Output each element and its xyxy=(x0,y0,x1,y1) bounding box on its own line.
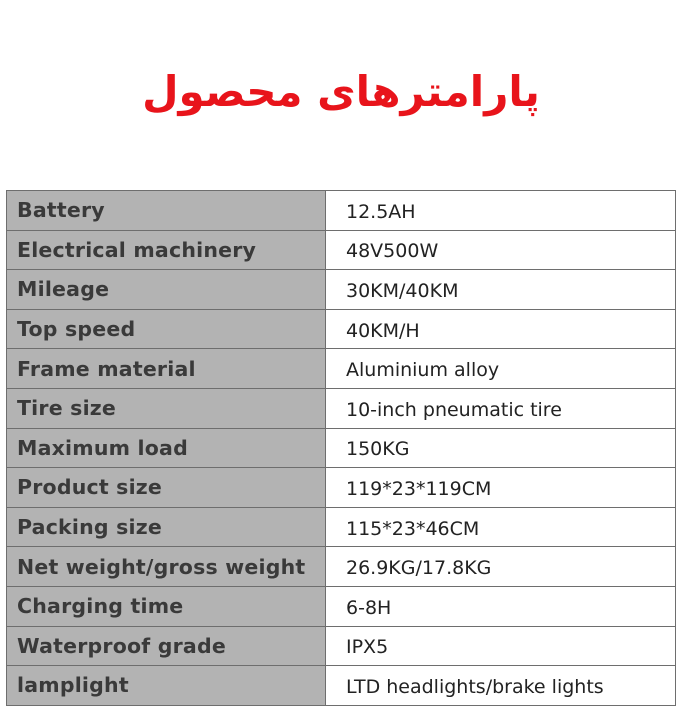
spec-value: 30KM/40KM xyxy=(326,270,676,310)
table-row xyxy=(7,626,676,666)
spec-label: Product size xyxy=(7,468,326,508)
spec-value: 115*23*46CM xyxy=(326,507,676,547)
spec-label: Waterproof grade xyxy=(7,626,326,666)
spec-value: 150KG xyxy=(326,428,676,468)
table-row xyxy=(7,191,676,231)
table-row xyxy=(7,230,676,270)
table-row xyxy=(7,309,676,349)
spec-label: lamplight xyxy=(7,666,326,706)
spec-label: Net weight/gross weight xyxy=(7,547,326,587)
spec-value: 48V500W xyxy=(326,230,676,270)
spec-label: Mileage xyxy=(7,270,326,310)
table-row xyxy=(7,349,676,389)
table-row xyxy=(7,468,676,508)
spec-value: 40KM/H xyxy=(326,309,676,349)
table-row xyxy=(7,428,676,468)
spec-label: Top speed xyxy=(7,309,326,349)
spec-label: Frame material xyxy=(7,349,326,389)
table-row xyxy=(7,270,676,310)
spec-value: 12.5AH xyxy=(326,191,676,231)
table-row xyxy=(7,666,676,706)
spec-value: 6-8H xyxy=(326,586,676,626)
spec-value: Aluminium alloy xyxy=(326,349,676,389)
table-row xyxy=(7,507,676,547)
spec-label: Electrical machinery xyxy=(7,230,326,270)
spec-label: Maximum load xyxy=(7,428,326,468)
spec-value: LTD headlights/brake lights xyxy=(326,666,676,706)
spec-value: 26.9KG/17.8KG xyxy=(326,547,676,587)
spec-label: Packing size xyxy=(7,507,326,547)
spec-table xyxy=(6,190,676,706)
spec-label: Tire size xyxy=(7,388,326,428)
spec-value: 10-inch pneumatic tire xyxy=(326,388,676,428)
spec-label: Battery xyxy=(7,191,326,231)
spec-value: IPX5 xyxy=(326,626,676,666)
page-title: پارامترهای محصول xyxy=(142,67,540,116)
table-row xyxy=(7,388,676,428)
spec-value: 119*23*119CM xyxy=(326,468,676,508)
spec-label: Charging time xyxy=(7,586,326,626)
table-row xyxy=(7,547,676,587)
table-row xyxy=(7,586,676,626)
